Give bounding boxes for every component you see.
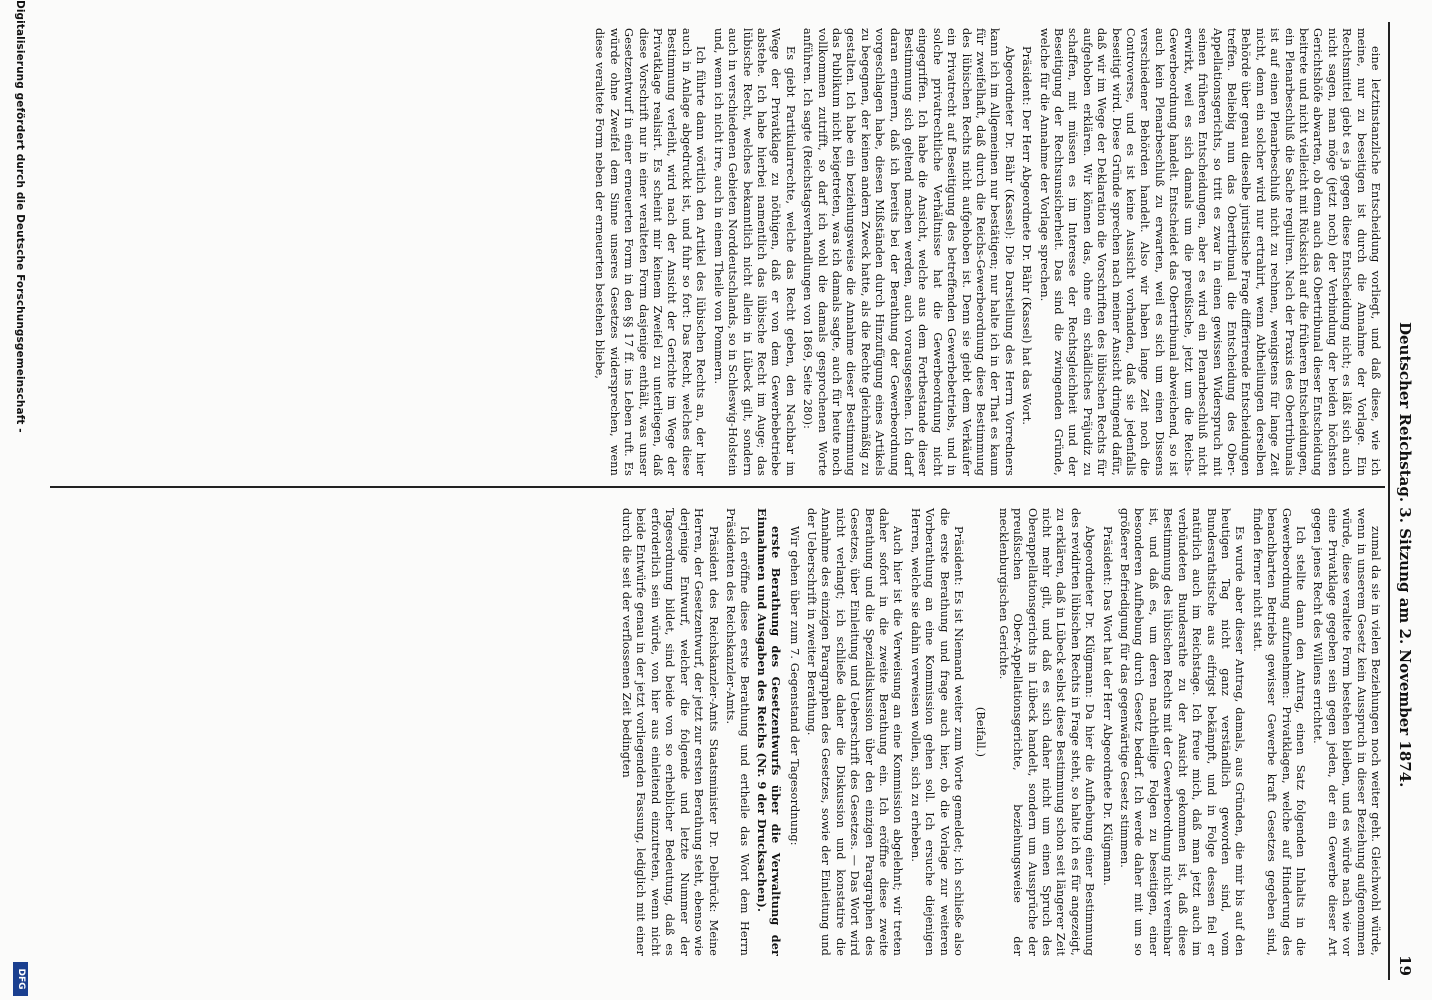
speaker-paragraph: Präsident: Es ist Niemand weiter zum Worte gemeldet; ich schließe also die erste Berathung und frage auch hier, ob die Vorlage zur weiteren Vorberathung an eine Kommission gehen soll. Ich ersuche diejenigen Herren, welche sie dahin verweisen wollen, sich zu erheben. [908, 508, 966, 956]
paragraph: Ich stellte dann den Antrag, einen Satz folgenden Inhalts in die Gewerbeordnung aufzunehmen: Privatklagen, welche auf Hinderung des benachbarten Betriebs gewisser Gewerbe kraft Gesetzes gegeben sind, finden ferner nicht statt. [1250, 508, 1307, 956]
agenda-item-intro: Wir gehen über zum 7. Gegenstand der Tagesordnung: [787, 526, 801, 846]
left-column [589, 28, 1382, 476]
paragraph: Abgeordneter Dr. Bähr (Kassel): Die Darstellung des Herrn Vorredners kann ich im Allgemeinen nur bestätigen; nur halte ich in der That es kaum für zweifelhaft, daß durch die Reichs-Gewerbeordnung diese Bestimmung des lübischen Rechts nicht aufgehoben ist. Denn sie giebt dem Verkäufer ein Privatrecht auf Beseitigung des betreffenden Gewerbebetriebs, und in solche privatrechtliche Verhältnisse hat die Gewerbeordnung nicht eingegriffen. Ich habe die Ansicht, welche aus dem Fortbestande dieser Bestimmung sich geltend machen werden, auch vorausgesehen. Ich darf daran erinnern, daß ich bereits bei der Berathung der Gewerbeordnung vorgeschlagen habe, diesen Mißständen durch Hinzufügung eines Artikels zu begegnen, der keinen andern Zweck hatte, als die Rechte gleichmäßig zu gestalten. Ich habe ein beziehungsweise die Annahme dieser Bestimmung das Publikum nicht beigetreten, was ich damals sagte, auch für heute noch vollkommen zutrifft, so darf ich wohl die damals gesprochenen Worte anführen. Ich sagte (Reichstagsverhandlungen von 1869, Seite 280): [801, 28, 1016, 476]
paragraph: Es wurde aber dieser Antrag, damals, aus Gründen, die mir bis auf den heutigen Tag nicht ganz verständlich geworden sind, vom Bundesrathstische aus eifrigst bekämpft, und in Folge dessen fiel er natürlich auch im Reichstage. Ich freue mich, daß man jetzt auch im verbündeten Bundesrathe zu der Ansicht gekommen ist, daß diese Bestimmung des lübischen Rechts mit der Gewerbeordnung nicht vereinbar ist, und daß es, um deren nachtheilige Folgen zu beseitigen, einer besonderen Aufhebung durch Gesetz bedarf. Ich werde daher mit um so größerer Befriedigung für das gegenwärtige Gesetz stimmen. [1118, 508, 1247, 956]
speaker-paragraph: Präsident des Reichskanzler-Amts Staatsminister Dr. Delbrück: Meine Herren, der Gesetzentwurf, der jetzt zur ersten Berathung steht, ebenso wie derjenige Entwurf, welcher die folgende und letzte Nummer der Tagesordnung bildet, sind beide von so erheblicher Bedeutung, daß es erforderlich sein würde, von hier aus einleitend einzutreten, wenn nicht beide Entwürfe genau in der jetzt vorliegenden Fassung, lediglich mit einer durch die seit der verflossenen Zeit bedingten [620, 508, 720, 956]
quoted-paragraph: Es giebt Partikularrechte, welche das Recht geben, den Nachbar im Wege der Privatklage zu nöthigen, daß er von dem Gewerbebetriebe abstehe. Ich habe hierbei namentlich das lübische Recht im Auge; das lübische Recht, welches bekanntlich nicht allein in Lübeck gilt, sondern auch in verschiedenen Gebieten Norddeutschlands, so in Schleswig-Holstein und, wenn ich nicht irre, auch in einem Theile von Pommern. [711, 28, 797, 476]
column-divider [50, 486, 1385, 488]
paragraph: Abgeordneter Dr. Klügmann: Da hier die Aufhebung einer Bestimmung des revidirten lübischen Rechts in Frage steht, so halte ich es für angezeigt, zu erklären, daß in Lübeck selbst diese Bestimmung schon seit längerer Zeit nicht mehr gilt, und daß es sich daher nicht um einen Spruch des Oberappellationsgerichts in Lübeck handelt, sondern um Aussprüche der preußischen Ober-Appellationsgerichte, beziehungsweise der mecklenburgischen Gerichte. [996, 508, 1097, 956]
paragraph: Ich eröffne diese erste Berathung und ertheile das Wort dem Herrn Präsidenten des Reichskanzler-Amts. [723, 508, 752, 956]
digitization-credit: Digitalisierung gefördert durch die Deutsche Forschungsgemeinschaft - [14, 0, 26, 433]
applause-note: (Beifall.) [974, 706, 988, 758]
speaker-paragraph: Präsident: Der Herr Abgeordnete Dr. Bähr (Kassel) hat das Wort. [1020, 46, 1034, 426]
paragraph: eine letztinstanzliche Entscheidung vorliegt, und daß diese, wie ich meine, nur zu beseitigen ist durch die Annahme der Vorlage. Ein Rechtsmittel giebt es ja gegen diese Entscheidung nicht; es läßt sich auch nicht sagen, man möge (jetzt noch) der Verbindung der beiden höchsten Gerichtshöfe abwarten, ob denn auch das Obertribunal dieser Entscheidung beitrete und nicht vielleicht mit Rücksicht auf die früheren Entscheidungen, ein Plenarbeschluß die Sache reguliren. Nach der Praxis des Obertribunals ist auf einen Plenarbeschluß nicht zu rechnen, wenigstens für lange Zeit nicht, denn ein solcher wird nur ertrahirt, wenn Abtheilungen derselben Behörde über genau dieselbe juristische Frage differirende Entscheidungen treffen. Beliebig nun das Obertribunal die Entscheidung des Ober-Appellationsgerichts, so tritt es zwar in einen gewissen Widerspruch mit seinen früheren Entscheidungen, aber es wird ein Plenarbeschluß nicht erwirkt, weil es sich damals um die preußische, jetzt um die Reichs-Gewerbeordnung handelt. Entscheidet das Obertribunal abweichend, so ist auch kein Plenarbeschluß zu erwarten, weil es sich um einen Dissens verschiedener Behörden handelt. Also wir haben lange Zeit noch die Controverse, und es ist keine Aussicht vorhanden, daß sie jedenfalls beseitigt wird. Diese Gründe sprechen nach meiner Ansicht dringend dafür, daß wir im Wege der Deklaration die Vorschriften des lübischen Rechts für aufgehoben erklären. Wir können das, ohne ein schädliches Präjudiz zu schaffen, mit müssen es im Interesse der Rechtsgleichheit und der Beseitigung der Rechtsunsicherheit. Das sind die zwingenden Gründe, welche für die Annahme der Vorlage sprechen. [1037, 28, 1382, 476]
running-title: Deutscher Reichstag. 3. Sitzung am 2. November 1874. [1396, 322, 1414, 788]
dfg-logo: DFG [13, 962, 28, 996]
page-header [1392, 22, 1414, 978]
speaker-paragraph: Präsident: Das Wort hat der Herr Abgeordnete Dr. Klügmann. [1100, 526, 1114, 886]
digitization-footer [8, 0, 30, 1000]
agenda-item-title: erste Berathung des Gesetzentwurfs über die Verwaltung der Einnahmen und Ausgaben des Reichs (Nr. 9 der Drucksachen). [754, 508, 784, 956]
paragraph: Auch hier ist die Verweisung an eine Kommission abgelehnt; wir treten daher sofort in die zweite Berathung ein. Ich eröffne diese zweite Berathung und die Spezialdiskussion über den einzigen Paragraphen des Gesetzes, über Einleitung und Ueberschrift des Gesetzes. — Das Wort wird nicht verlangt; ich schließe daher die Diskussion und konstatire die Annahme des einzigen Paragraphen des Gesetzes, sowie der Einleitung und der Ueberschrift in zweiter Berathung. [804, 508, 905, 956]
paragraph: zumal da sie in vielen Beziehungen noch weiter geht. Gleichwohl würde, wenn in unserem Gesetz kein Ausspruch in dieser Beziehung aufgenommen würde, diese veraltete Form bestehen bleiben, und es würde nach wie vor eine Privatklage gegeben sein gegen jeden, der ein Gewerbe dieser Art gegen jenes Recht des Willens errichtet. [1311, 508, 1382, 956]
right-column [616, 508, 1382, 956]
paragraph: Ich führte dann wörtlich den Artikel des lübischen Rechts an, der hier auch in Anlage abgedruckt ist, und fuhr so fort: Das Recht, welches diese Bestimmung verleiht, wird nach der Ansicht der Gerichte im Wege der Privatklage realisirt. Es scheint mir keinem Zweifel zu unterliegen, daß diese Vorschrift nur in einer veralteten Form dasjenige enthält, was unser Gesetzentwurf in einer erneuerten Form in den §§ 17 ff. ins Leben ruft. Es würde ohne Zweifel dem Sinne unseres Gesetzes widersprechen, wenn diese veraltete Form neben der erneuerten bestehen bliebe, [593, 28, 708, 476]
page-number: 19 [1396, 955, 1414, 976]
header-rule [1388, 22, 1390, 980]
